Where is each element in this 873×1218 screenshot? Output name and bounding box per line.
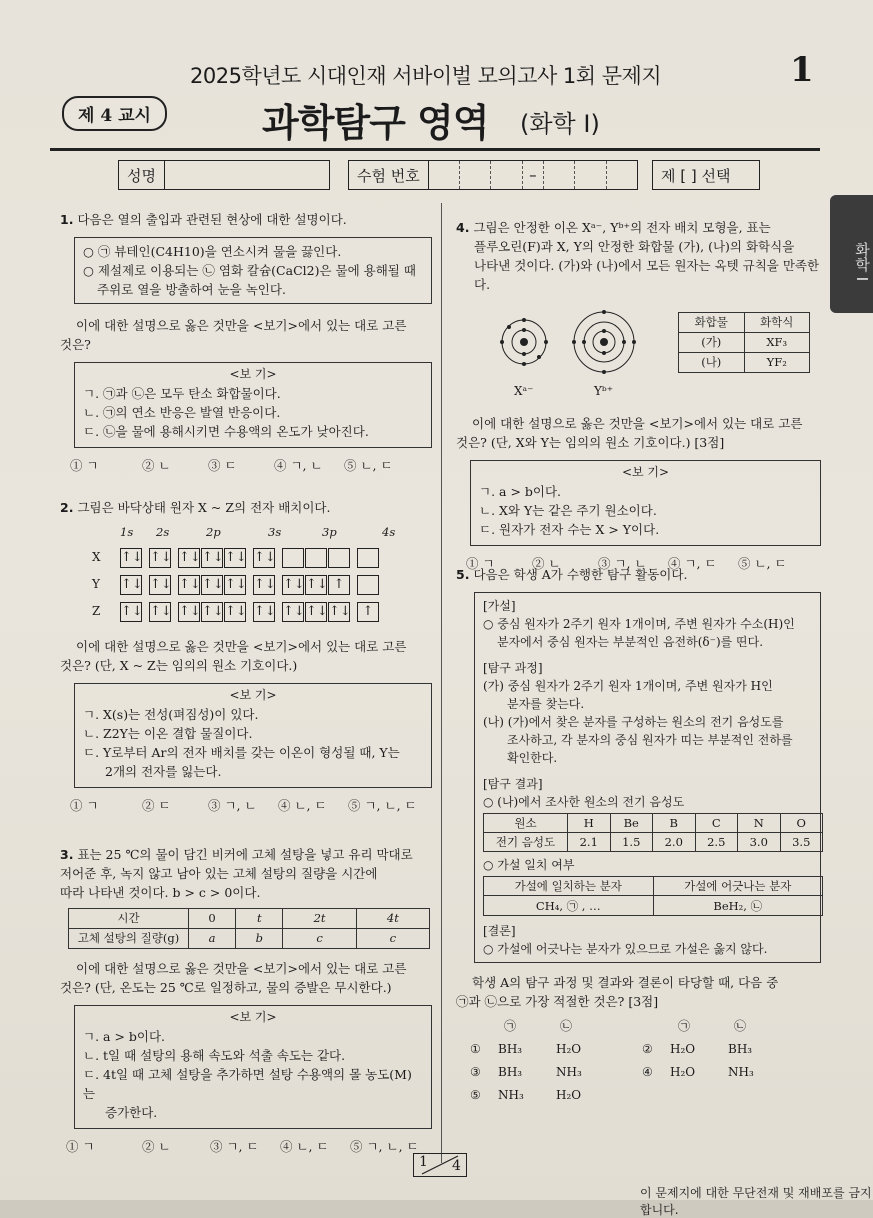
q4-option-2[interactable]: ② ㄴ (532, 556, 561, 571)
q2-orbital-box: ↑↓ (282, 602, 304, 622)
q2-row-label: Y (92, 577, 100, 591)
q5-match-right: BeH₂, ㉡ (653, 896, 823, 916)
q5-ask: 학생 A의 탐구 과정 및 결과와 결론이 타당할 때, 다음 중 (472, 975, 779, 990)
q5-res-title: [탐구 결과] (483, 777, 543, 791)
q2-orbital-box: ↑↓ (149, 548, 171, 568)
q5-choice-5[interactable]: ⑤ NH₃ H₂O (470, 1088, 582, 1102)
subject-side-tab: 화학 I (830, 195, 873, 313)
q3-option-4[interactable]: ④ ㄴ, ㄷ (280, 1139, 329, 1154)
q1-statement-box (74, 237, 432, 304)
q4-bogi-box (470, 460, 821, 546)
q3-options (60, 1137, 432, 1156)
q3-bogi-3b: 증가한다. (105, 1105, 158, 1120)
q2-stem: 그림은 바닥상태 원자 X ~ Z의 전자 배치이다. (77, 500, 331, 515)
q2-orbital-box (357, 575, 379, 595)
q2-orbital-box: ↑↓ (328, 602, 350, 622)
q5-en-header: O (780, 814, 823, 833)
session-badge: 제 4 교시 (62, 96, 167, 131)
q2-orbital-group (282, 548, 351, 568)
q5-en-value: 1.5 (610, 833, 653, 852)
q2-orbital-box (357, 548, 379, 568)
q3-option-1[interactable]: ① ㄱ (66, 1139, 95, 1154)
q2-orbital-box: ↑↓ (253, 575, 275, 595)
question-4 (456, 218, 821, 573)
q2-orbital-group (149, 575, 172, 595)
q3-th-1: 0 (189, 909, 236, 929)
q2-orbital-box (282, 548, 304, 568)
q2-orbital-box: ↑↓ (178, 602, 200, 622)
q2-orbital-box: ↑↓ (224, 548, 246, 568)
q3-stem-2: 저어준 후, 녹지 않고 남아 있는 고체 설탕의 질량을 시간에 (60, 866, 378, 881)
q5-match-table (483, 876, 823, 916)
q4-td-01: XF₃ (744, 333, 810, 353)
q2-orbital-box: ↑↓ (282, 575, 304, 595)
q2-orb-3s: 3s (268, 525, 282, 539)
q3-option-3[interactable]: ③ ㄱ, ㄷ (210, 1139, 259, 1154)
q4-ask-2: 것은? (단, X와 Y는 임의의 원소 기호이다.) [3점] (456, 435, 725, 450)
q4-ion-y-label: Yᵇ⁺ (594, 384, 614, 398)
q5-proc-1: (가) 중심 원자가 2주기 원자 1개이며, 주변 원자가 H인 (483, 679, 773, 693)
exam-number-dash: – (529, 166, 537, 184)
q2-number: 2. (60, 500, 74, 515)
q2-orbital-group (149, 548, 172, 568)
q2-row-label: Z (92, 604, 101, 618)
q2-orbital-box: ↑↓ (305, 575, 327, 595)
choice-label: 제 [ ] 선택 (661, 166, 731, 185)
q2-orbital-group (253, 602, 276, 622)
q4-option-3[interactable]: ③ ㄱ, ㄴ (598, 556, 647, 571)
name-field[interactable] (118, 160, 330, 190)
q2-orbital-box: ↑↓ (224, 602, 246, 622)
q5-choices (456, 1040, 821, 1105)
q5-head-3: ㉠ (678, 1019, 691, 1033)
page-indicator (413, 1153, 467, 1177)
q2-orb-4s: 4s (382, 525, 396, 539)
q5-ask-2: ㉠과 ㉡으로 가장 적절한 것은? [3점] (456, 994, 659, 1009)
q4-option-4[interactable]: ④ ㄱ, ㄷ (668, 556, 717, 571)
q5-number: 5. (456, 567, 470, 582)
q5-en-value: 2.0 (653, 833, 696, 852)
q2-bogi-3b: 2개의 전자를 잃는다. (105, 764, 222, 779)
q3-th-0: 시간 (69, 909, 189, 929)
q2-orbital-group (253, 575, 276, 595)
q2-orbital-group (357, 548, 380, 568)
q2-orbital-group (178, 575, 247, 595)
q5-match-h1: 가설에 어긋나는 분자 (653, 877, 823, 896)
q3-td-0: 고체 설탕의 질량(g) (69, 929, 189, 949)
q2-orbital-group (178, 602, 247, 622)
ion-x-model (500, 318, 548, 366)
page-total: 4 (452, 1158, 461, 1174)
q2-orbital-box: ↑↓ (253, 548, 275, 568)
q2-option-3[interactable]: ③ ㄱ, ㄴ (208, 798, 257, 813)
question-5 (456, 565, 821, 1105)
q1-option-4[interactable]: ④ ㄱ, ㄴ (274, 458, 323, 473)
q5-en-header: H (568, 814, 611, 833)
q1-bogi-box (74, 362, 432, 448)
q2-orbital-box: ↑↓ (120, 575, 142, 595)
q5-match-left: CH₄, ㉠ , … (484, 896, 654, 916)
q2-orbital-box: ↑↓ (149, 575, 171, 595)
q2-option-5[interactable]: ⑤ ㄱ, ㄴ, ㄷ (348, 798, 417, 813)
q5-conc-1: ○ 가설에 어긋나는 분자가 있으므로 가설은 옳지 않다. (483, 942, 768, 956)
q2-options (60, 796, 432, 815)
q5-res-1: ○ (나)에서 조사한 원소의 전기 음성도 (483, 795, 685, 809)
q5-en-value: 2.1 (568, 833, 611, 852)
q4-number: 4. (456, 220, 470, 235)
q1-ask: 이에 대한 설명으로 옳은 것만을 <보기>에서 있는 대로 고른 (76, 318, 407, 333)
q3-bogi-title: <보 기> (229, 1010, 277, 1024)
q5-en-value: 3.0 (738, 833, 781, 852)
q4-option-5[interactable]: ⑤ ㄴ, ㄷ (738, 556, 787, 571)
q2-orbital-group (282, 575, 351, 595)
q2-orbital-box (305, 548, 327, 568)
q1-option-1[interactable]: ① ㄱ (70, 458, 99, 473)
q5-choice-heads (456, 1017, 821, 1036)
q2-orb-1s: 1s (120, 525, 134, 539)
q2-orbital-box: ↑↓ (178, 575, 200, 595)
q5-choice-2[interactable]: ② H₂O BH₃ (642, 1042, 753, 1056)
q3-ask: 이에 대한 설명으로 옳은 것만을 <보기>에서 있는 대로 고른 (76, 961, 407, 976)
q2-orbital-group (282, 602, 351, 622)
q4-stem: 그림은 안정한 이온 Xᵃ⁻, Yᵇ⁺의 전자 배치 모형을, 표는 (473, 220, 771, 235)
q4-ask: 이에 대한 설명으로 옳은 것만을 <보기>에서 있는 대로 고른 (472, 416, 803, 431)
q2-orbital-group (120, 602, 143, 622)
q3-table (68, 908, 430, 949)
q4-bogi-2: ㄴ. X와 Y는 같은 주기 원소이다. (479, 503, 657, 518)
q4-stem-3: 나타낸 것이다. (가)와 (나)에서 모든 원자는 옥텟 규칙을 만족한다. (474, 258, 820, 292)
question-3 (60, 845, 432, 1156)
page-number: 1 (790, 50, 814, 90)
q5-res-2: ○ 가설 일치 여부 (483, 858, 575, 872)
q5-proc-2b: 조사하고, 각 분자의 중심 원자가 띠는 부분적인 전하를 (507, 733, 793, 747)
q2-orbital-group (120, 548, 143, 568)
q5-proc-2: (나) (가)에서 찾은 분자를 구성하는 원소의 전기 음성도를 (483, 715, 784, 729)
q4-ion-models (496, 304, 636, 384)
name-label: 성명 (119, 161, 165, 189)
q3-td-3: c (283, 929, 356, 949)
q5-en-value: 3.5 (780, 833, 823, 852)
q4-stem-2: 플루오린(F)과 X, Y의 안정한 화합물 (가), (나)의 화학식을 (474, 239, 795, 254)
q1-bogi-title: <보 기> (229, 367, 277, 381)
q3-th-2: t (236, 909, 283, 929)
q2-orbital-group (253, 548, 276, 568)
q2-orbital-box: ↑↓ (224, 575, 246, 595)
q1-options (60, 456, 432, 475)
q5-head-4: ㉡ (734, 1019, 747, 1033)
q2-orbital-box: ↑↓ (120, 602, 142, 622)
q4-td-00: (가) (679, 333, 745, 353)
q4-table (678, 312, 810, 373)
q5-hyp-2: 분자에서 중심 원자는 부분적인 음전하(δ⁻)를 띤다. (497, 635, 764, 649)
exam-title: 2025학년도 시대인재 서바이벌 모의고사 1회 문제지 (190, 64, 662, 88)
copyright-notice: 이 문제지에 대한 무단전재 및 재배포를 금지합니다. (640, 1186, 872, 1217)
q2-orbital-box: ↑↓ (201, 548, 223, 568)
q1-stem: 다음은 열의 출입과 관련된 현상에 대한 설명이다. (77, 212, 347, 227)
q1-option-3[interactable]: ③ ㄷ (208, 458, 237, 473)
q4-bogi-1: ㄱ. a > b이다. (479, 484, 562, 499)
q1-ask-2: 것은? (60, 337, 91, 352)
q2-orbital-box: ↑↓ (178, 548, 200, 568)
q5-proc-1b: 분자를 찾는다. (507, 697, 585, 711)
q2-orbital-box: ↑↓ (149, 602, 171, 622)
q2-orbital-diagram (60, 544, 432, 625)
q3-ask-2: 것은? (단, 온도는 25 ℃로 일정하고, 물의 증발은 무시한다.) (60, 980, 392, 995)
q5-head-2: ㉡ (560, 1019, 573, 1033)
q3-bogi-1: ㄱ. a > b이다. (83, 1029, 166, 1044)
q2-orbital-box: ↑↓ (120, 548, 142, 568)
q2-orbital-group (357, 575, 380, 595)
q2-bogi-box (74, 683, 432, 788)
q2-row-x (60, 544, 432, 571)
q2-orbital-box: ↑ (357, 602, 379, 622)
q3-option-2[interactable]: ② ㄴ (142, 1139, 171, 1154)
q3-option-5[interactable]: ⑤ ㄱ, ㄴ, ㄷ (350, 1139, 419, 1154)
q5-match-h0: 가설에 일치하는 분자 (484, 877, 654, 896)
q4-bogi-title: <보 기> (621, 465, 670, 479)
q1-bogi-3: ㄷ. ㉡을 물에 용해시키면 수용액의 온도가 낮아진다. (83, 424, 369, 439)
q2-option-2[interactable]: ② ㄷ (142, 798, 171, 813)
q5-proc-title: [탐구 과정] (483, 661, 543, 675)
q1-item-2b: 주위로 열을 방출하여 눈을 녹인다. (97, 282, 286, 297)
q4-th-1: 화학식 (744, 313, 810, 333)
q2-orbital-group (357, 602, 380, 622)
q5-en-value: 전기 음성도 (484, 833, 568, 852)
q1-bogi-2: ㄴ. ㉠의 연소 반응은 발열 반응이다. (83, 405, 281, 420)
q2-option-4[interactable]: ④ ㄴ, ㄷ (278, 798, 327, 813)
q1-number: 1. (60, 212, 74, 227)
q5-activity-box (474, 592, 821, 963)
question-2 (60, 498, 432, 815)
q2-bogi-title: <보 기> (229, 688, 277, 702)
q4-figure (456, 302, 821, 398)
q5-choice-3[interactable]: ③ BH₃ NH₃ (470, 1065, 582, 1079)
q5-hyp-1: ○ 중심 원자가 2주기 원자 1개이며, 주변 원자가 수소(H)인 (483, 617, 795, 631)
q1-item-2: ○ 제설제로 이용되는 ㉡ 염화 칼슘(CaCl2)은 물에 용해될 때 (83, 263, 416, 278)
q5-en-header: C (695, 814, 738, 833)
q5-stem: 다음은 학생 A가 수행한 탐구 활동이다. (473, 567, 688, 582)
q2-orbital-group (149, 602, 172, 622)
q5-en-header: 원소 (484, 814, 568, 833)
q4-td-11: YF₂ (744, 353, 810, 373)
q4-bogi-3: ㄷ. 원자가 전자 수는 X > Y이다. (479, 522, 660, 537)
q5-hyp-title: [가설] (483, 599, 516, 613)
q5-en-header: N (738, 814, 781, 833)
q2-ask: 이에 대한 설명으로 옳은 것만을 <보기>에서 있는 대로 고른 (76, 639, 407, 654)
header-rule (50, 148, 820, 151)
q1-item-1: ○ ㉠ 뷰테인(C4H10)을 연소시켜 물을 끓인다. (83, 244, 342, 259)
q4-th-0: 화합물 (679, 313, 745, 333)
q5-en-table (483, 813, 823, 852)
choice-field[interactable] (652, 160, 760, 190)
ion-y-model (572, 310, 636, 374)
q2-orbital-group (120, 575, 143, 595)
page-current: 1 (419, 1154, 428, 1170)
q3-bogi-2: ㄴ. t일 때 설탕의 용해 속도와 석출 속도는 같다. (83, 1048, 346, 1063)
q2-bogi-1: ㄱ. X(s)는 전성(펴짐성)이 있다. (83, 707, 259, 722)
q3-bogi-box (74, 1005, 432, 1129)
q5-choice-1[interactable]: ① BH₃ H₂O (470, 1042, 582, 1056)
q2-orbital-box (328, 548, 350, 568)
q5-proc-2c: 확인한다. (507, 751, 558, 765)
q2-row-z (60, 598, 432, 625)
subject-subtitle: (화학 I) (520, 110, 600, 138)
q5-en-header: Be (610, 814, 653, 833)
q3-number: 3. (60, 847, 74, 862)
q5-en-value: 2.5 (695, 833, 738, 852)
q2-orbital-header (120, 523, 432, 542)
subject-title: 과학탐구 영역 (262, 101, 489, 145)
q2-orbital-box: ↑↓ (305, 602, 327, 622)
q1-bogi-1: ㄱ. ㉠과 ㉡은 모두 탄소 화합물이다. (83, 386, 281, 401)
q2-orbital-box: ↑↓ (201, 575, 223, 595)
q2-orb-2p: 2p (206, 525, 221, 539)
q2-orbital-box: ↑↓ (201, 602, 223, 622)
q3-th-4: 4t (356, 909, 429, 929)
q5-en-header: B (653, 814, 696, 833)
q2-orbital-box: ↑ (328, 575, 350, 595)
column-divider (441, 203, 442, 1163)
q2-orbital-box: ↑↓ (253, 602, 275, 622)
exam-number-label: 수험 번호 (349, 161, 429, 189)
q1-option-2[interactable]: ② ㄴ (142, 458, 171, 473)
q4-option-1[interactable]: ① ㄱ (466, 556, 495, 571)
q3-stem: 표는 25 ℃의 물이 담긴 비커에 고체 설탕을 넣고 유리 막대로 (77, 847, 413, 862)
q2-ask-2: 것은? (단, X ~ Z는 임의의 원소 기호이다.) (60, 658, 298, 673)
q2-orb-3p: 3p (322, 525, 337, 539)
q3-bogi-3: ㄷ. 4t일 때 고체 설탕을 추가하면 설탕 수용액의 몰 농도(M)는 (83, 1067, 412, 1101)
exam-number-field[interactable] (348, 160, 638, 190)
q2-option-1[interactable]: ① ㄱ (70, 798, 99, 813)
q2-bogi-3: ㄷ. Y로부터 Ar의 전자 배치를 갖는 이온이 형성될 때, Y는 (83, 745, 400, 760)
q3-td-4: c (356, 929, 429, 949)
q5-head-1: ㉠ (504, 1019, 517, 1033)
question-1 (60, 210, 432, 475)
q3-th-3: 2t (283, 909, 356, 929)
q2-orbital-group (178, 548, 247, 568)
q3-td-1: a (189, 929, 236, 949)
q5-conc-title: [결론] (483, 924, 516, 938)
q4-ion-x-label: Xᵃ⁻ (514, 384, 534, 398)
q5-choice-4[interactable]: ④ H₂O NH₃ (642, 1065, 754, 1079)
q1-option-5[interactable]: ⑤ ㄴ, ㄷ (344, 458, 393, 473)
q4-td-10: (나) (679, 353, 745, 373)
q2-orb-2s: 2s (156, 525, 170, 539)
q2-row-y (60, 571, 432, 598)
q3-td-2: b (236, 929, 283, 949)
q3-stem-3: 따라 나타낸 것이다. b > c > 0이다. (60, 885, 261, 900)
q2-bogi-2: ㄴ. Z2Y는 이온 결합 물질이다. (83, 726, 253, 741)
q2-row-label: X (92, 550, 101, 564)
